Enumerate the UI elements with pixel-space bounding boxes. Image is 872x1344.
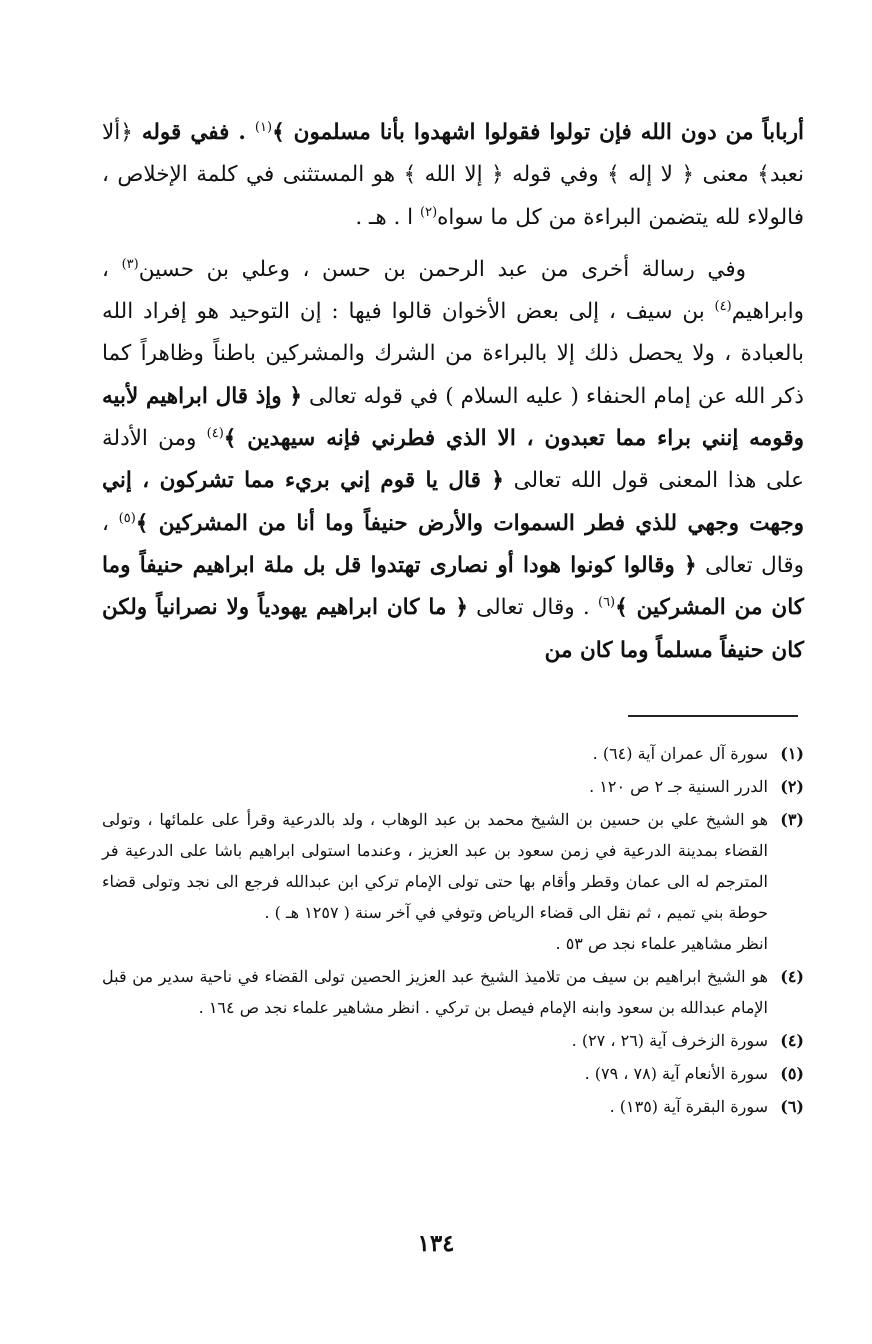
footnote-number: (٢): [780, 777, 804, 796]
footnote: [102, 1025, 804, 1056]
footnote: [102, 1058, 804, 1089]
quran-quote: ﴿ ما كان ابراهيم يهودياً ولا نصرانياً ولكن كان حنيفاً مسلماً وما كان من: [102, 595, 804, 663]
paragraph-2: [102, 249, 804, 672]
footnote-marker: (٥): [118, 510, 136, 526]
footnote-marker: (٦): [597, 595, 616, 611]
text-run: وفي رسالة أخرى من عبد الرحمن بن حسن ، وعلي بن حسين: [138, 256, 747, 282]
footnote-marker: (٣): [121, 256, 139, 272]
page-number: ١٣٤: [417, 1230, 455, 1257]
footnote: [102, 804, 804, 959]
footnote: [102, 771, 804, 802]
footnote: [102, 961, 804, 1023]
quran-quote: ﴿ وإذ قال ابراهيم لأبيه وقومه إنني براء مما تعبدون ، الا الذي فطرني فإنه سيهدين ﴾: [102, 383, 804, 452]
footnote-line: الدرر السنية جـ ٢ ص ١٢٠ .: [589, 777, 768, 796]
footnote-line: هو الشيخ علي بن حسين بن الشيخ محمد بن عبد الوهاب ، ولد بالدرعية وقرأ على علمائها ، وتولى القضاء بمدينة الدرعية في زمن سعود بن عبد العزيز ، وعندما استولى ابراهيم باشا على الدرعية فر المترجم له الى عمان وقطر وأقام بها حتى تولى الإمام تركي ابن عبدالله فرجع الى نجد وتولى قضاء حوطة بني تميم ، ثم نقل الى قضاء الرياض وتوفي في آخر سنة ( ١٢٥٧ هـ ) .: [102, 810, 768, 922]
text-run: ا . هـ .: [355, 204, 420, 230]
footnote-text: [102, 1058, 768, 1089]
footnote-text: [102, 961, 768, 1023]
footnote-marker: (١): [254, 119, 273, 135]
footnote-line: سورة البقرة آية (١٣٥) .: [609, 1097, 768, 1116]
footnote-number: (٦): [780, 1097, 804, 1116]
footnote-marker: (٤): [206, 425, 224, 441]
footnote-text: [102, 1025, 768, 1056]
footnote-number: (٤): [780, 967, 804, 986]
footnotes: [102, 738, 804, 1124]
footnote-number: (٥): [780, 1064, 804, 1083]
text-run: . وقال تعالى: [467, 595, 598, 621]
footnote-marker: (٤): [714, 299, 732, 315]
footnote-marker: (٢): [420, 204, 438, 220]
text-run: ، وقال تعالى: [102, 510, 804, 578]
footnote-line: هو الشيخ ابراهيم بن سيف من تلاميذ الشيخ عبد العزيز الحصين تولى القضاء في ناحية سدير من قبل الإمام عبدالله بن سعود وابنه الإمام فيصل بن تركي . انظر مشاهير علماء نجد ص ١٦٤ .: [102, 967, 768, 1017]
footnote-number: (٤): [780, 1031, 804, 1050]
text-run: ومن الأدلة على هذا المعنى قول الله تعالى: [102, 426, 804, 494]
quran-quote: ﴿ وقالوا كونوا هودا أو نصارى تهتدوا قل بل ملة ابراهيم حنيفاً وما كان من المشركين ﴾: [102, 552, 804, 621]
footnote-line: سورة الأنعام آية (٧٨ ، ٧٩) .: [584, 1064, 768, 1083]
footnote-line: سورة آل عمران آية (٦٤) .: [592, 744, 768, 763]
footnote-number: (٣): [780, 810, 804, 829]
quran-quote: ﴿ قال يا قوم إني بريء مما تشركون ، إني وجهت وجهي للذي فطر السموات والأرض حنيفاً وما أنا من المشركين ﴾: [102, 468, 804, 536]
footnote-separator: [628, 715, 798, 717]
footnote-text: [102, 738, 768, 769]
main-text: [102, 112, 804, 672]
footnote-text: [102, 771, 768, 802]
footnote: [102, 738, 804, 769]
text-run: ، وابراهيم: [102, 256, 804, 325]
quran-quote: . ففي قوله: [132, 120, 255, 145]
footnote-line: سورة الزخرف آية (٢٦ ، ٢٧) .: [571, 1031, 768, 1050]
footnote-number: (١): [780, 744, 804, 763]
quran-quote: أرباباً من دون الله فإن تولوا فقولوا اشهدوا بأنا مسلمون ﴾: [272, 120, 804, 145]
footnote-line: انظر مشاهير علماء نجد ص ٥٣ .: [555, 934, 768, 953]
footnote-text: [102, 1091, 768, 1122]
footnote-text: [102, 804, 768, 959]
footnote: [102, 1091, 804, 1122]
text-run: ﴿ألا نعبد﴾ معنى ﴿ لا إله ﴾ وفي قوله ﴿ إلا الله ﴾ هو المستثنى في كلمة الإخلاص ، فالولاء لله يتضمن البراءة من كل ما سواه: [102, 120, 804, 230]
paragraph-1: [102, 112, 804, 239]
text-run: بن سيف ، إلى بعض الأخوان قالوا فيها : إن التوحيد هو إفراد الله بالعبادة ، ولا يحصل ذلك إلا بالبراءة من الشرك والمشركين باطناً وظاهراً كما ذكر الله عن إمام الحنفاء ( عليه السلام ) في قوله تعالى: [102, 299, 804, 409]
